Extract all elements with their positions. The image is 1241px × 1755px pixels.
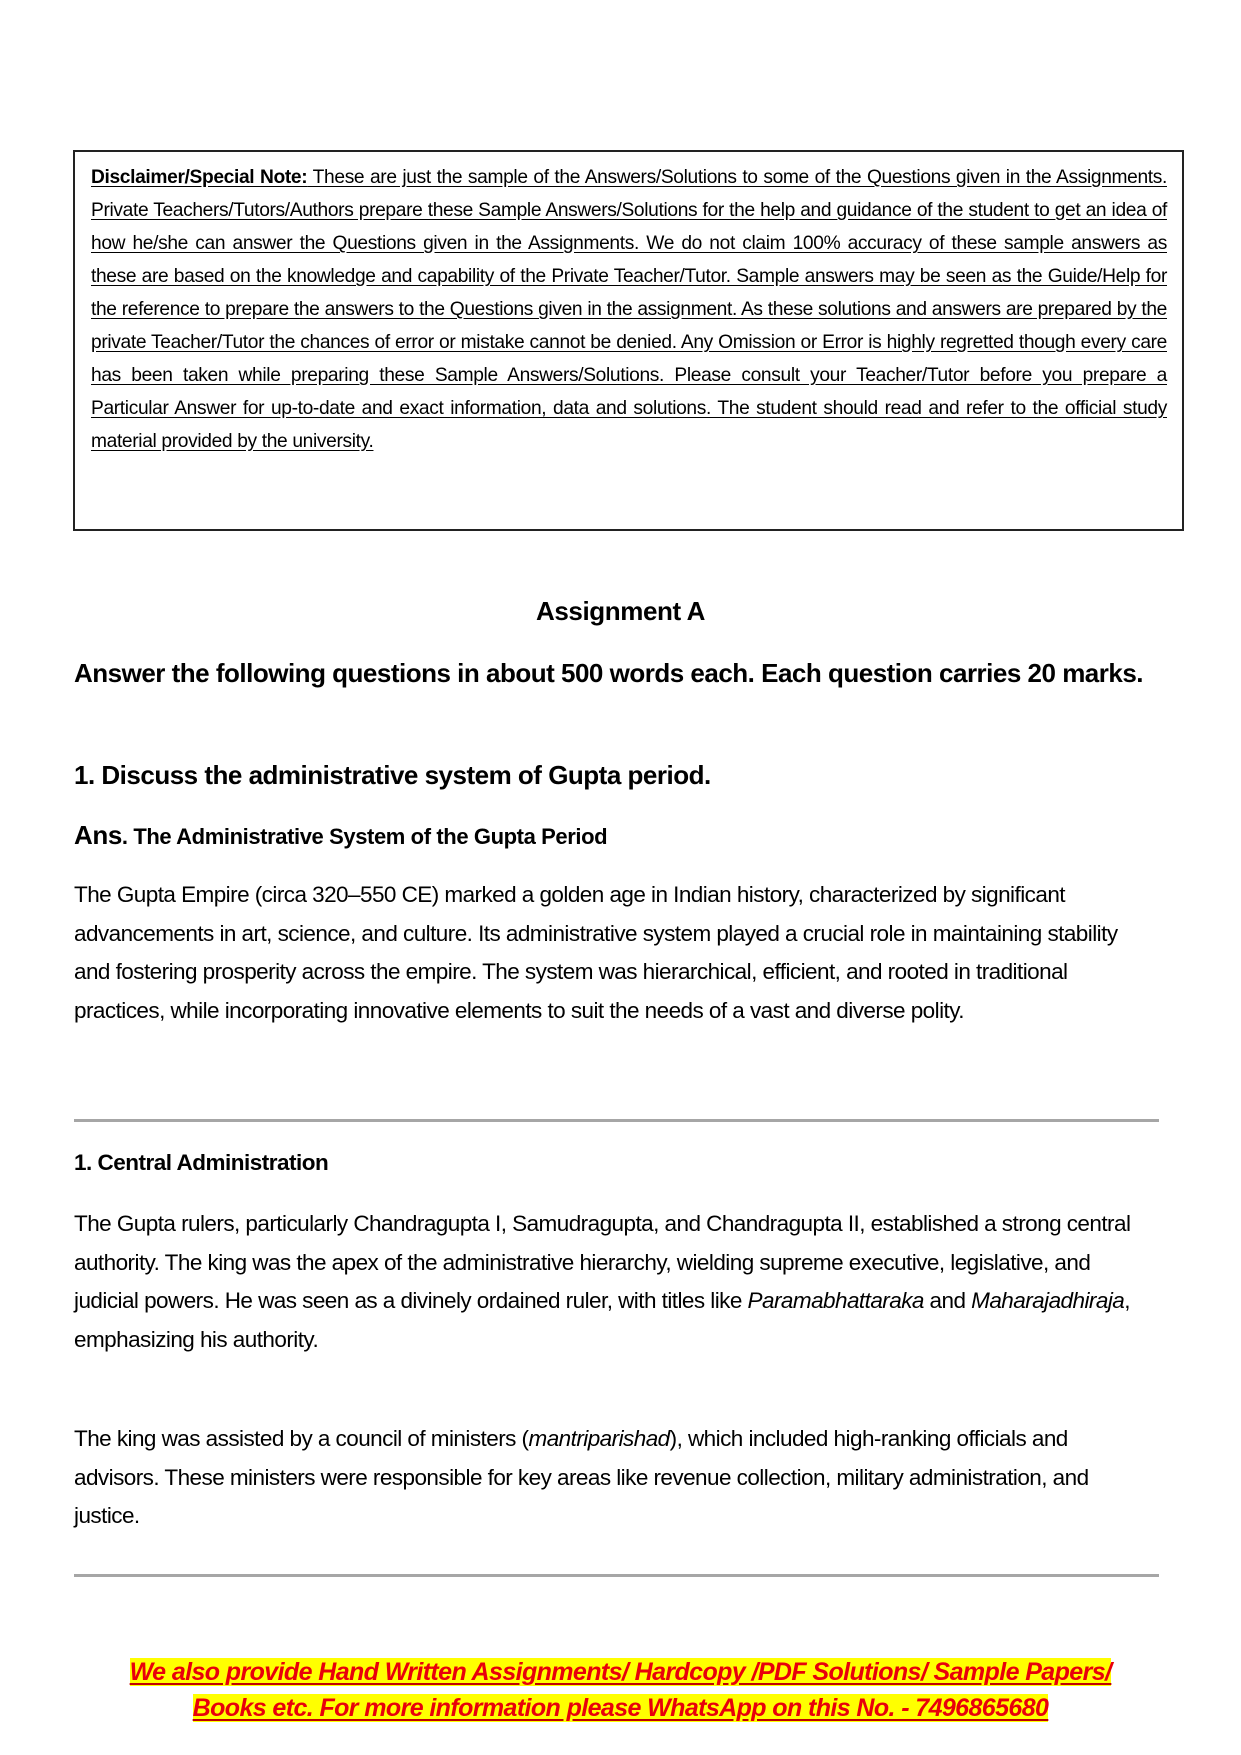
italic-term: Maharajadhiraja bbox=[971, 1288, 1125, 1313]
promo-line-1: We also provide Hand Written Assignments/ Hardcopy /PDF Solutions/ Sample Papers/ bbox=[129, 1658, 1112, 1686]
italic-term: mantriparishad bbox=[528, 1426, 670, 1451]
paragraph-text: , emphasizing his authority. bbox=[74, 1288, 1130, 1352]
answer-separator: . bbox=[121, 824, 134, 849]
central-administration-paragraph-2 bbox=[74, 1420, 1154, 1536]
assignment-instruction: Answer the following questions in about 500 words each. Each question carries 20 marks. bbox=[74, 658, 1144, 688]
italic-term: Paramabhattaraka bbox=[747, 1288, 924, 1313]
paragraph-text: The king was assisted by a council of ministers ( bbox=[74, 1426, 529, 1451]
disclaimer-box bbox=[73, 150, 1184, 531]
section-divider bbox=[74, 1119, 1159, 1122]
section-heading-central-administration: 1. Central Administration bbox=[74, 1150, 329, 1175]
promo-line-2: Books etc. For more information please WhatsApp on this No. - 7496865680 bbox=[192, 1694, 1049, 1722]
paragraph-text: The Gupta rulers, particularly Chandragupta I, Samudragupta, and Chandragupta II, established a strong central authority. The king was the apex of the administrative hierarchy, wielding supreme executive, legislative, and judicial powers. He was seen as a divinely ordained ruler, with titles like bbox=[74, 1211, 1131, 1313]
disclaimer-text bbox=[91, 161, 1167, 458]
answer-heading bbox=[74, 820, 607, 851]
answer-prefix: Ans bbox=[74, 820, 122, 850]
disclaimer-label: Disclaimer/Special Note: bbox=[91, 167, 308, 188]
central-administration-paragraph-1 bbox=[74, 1205, 1154, 1359]
assignment-title: Assignment A bbox=[535, 596, 706, 626]
answer-intro-paragraph: The Gupta Empire (circa 320–550 CE) marked a golden age in Indian history, characterized by significant advancements in art, science, and culture. Its administrative system played a crucial role in maintaining stability and fostering prosperity across the empire. The system was hierarchical, efficient, and rooted in traditional practices, while incorporating innovative elements to suit the needs of a vast and diverse polity. bbox=[74, 882, 1118, 1023]
disclaimer-body: These are just the sample of the Answers/Solutions to some of the Questions given in the Assignments. Private Teachers/Tutors/Authors prepare these Sample Answers/Solutions for the help and guidance of the student to get an idea of how he/she can answer the Questions given in the Assignments. We do not claim 100% accuracy of these sample answers as these are based on the knowledge and capability of the Private Teacher/Tutor. Sample answers may be seen as the Guide/Help for the reference to prepare the answers to the Questions given in the assignment. As these solutions and answers are prepared by the private Teacher/Tutor the chances of error or mistake cannot be denied. Any Omission or Error is highly regretted though every care has been taken while preparing these Sample Answers/Solutions. Please consult your Teacher/Tutor before you prepare a Particular Answer for up-to-date and exact information, data and solutions. The student should read and refer to the official study material provided by the university. bbox=[91, 167, 1167, 452]
question-heading: 1. Discuss the administrative system of Gupta period. bbox=[74, 760, 711, 790]
answer-title: The Administrative System of the Gupta Period bbox=[133, 824, 608, 849]
paragraph-text: ), which included high-ranking officials and advisors. These ministers were responsible for key areas like revenue collection, military administration, and justice. bbox=[74, 1426, 1089, 1528]
promo-banner bbox=[0, 1654, 1241, 1726]
paragraph-text: and bbox=[923, 1288, 972, 1313]
section-divider bbox=[74, 1574, 1159, 1577]
